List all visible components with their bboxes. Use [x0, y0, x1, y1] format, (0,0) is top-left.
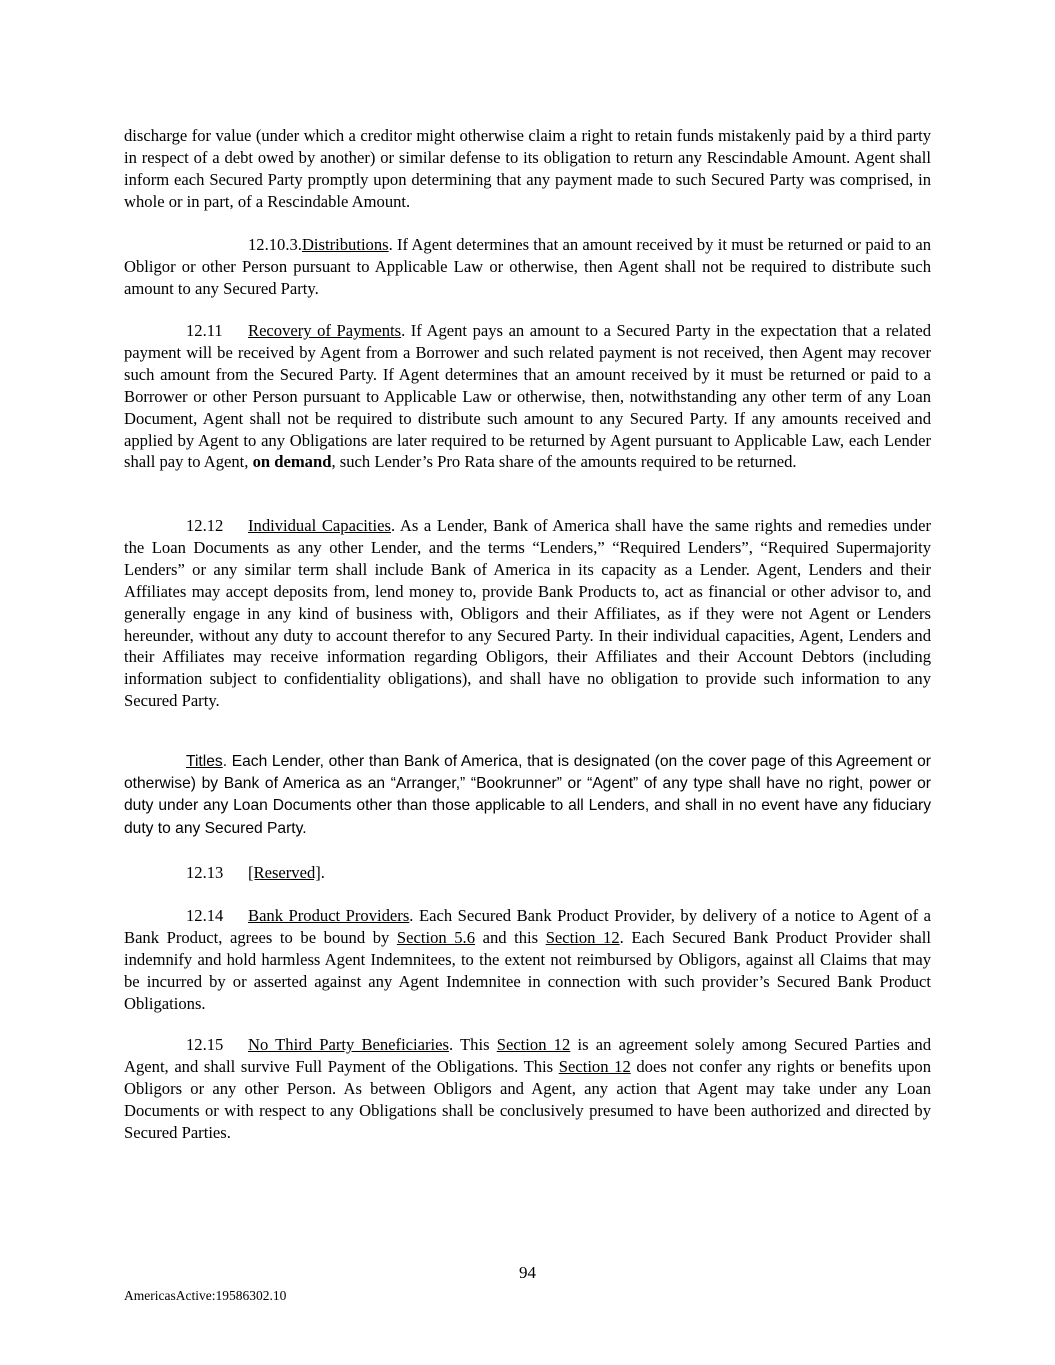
section-heading: Recovery of Payments: [248, 321, 402, 340]
section-12-15: [124, 1034, 931, 1144]
section-body: .: [320, 863, 325, 882]
section-12-12: [124, 515, 931, 712]
section-heading: Titles: [186, 753, 223, 770]
section-reference: Section 12: [545, 927, 620, 947]
section-heading: [Reserved]: [248, 863, 321, 882]
section-body-end: , such Lender’s Pro Rata share of the amounts required to be returned.: [331, 452, 797, 472]
section-12-14: [124, 905, 931, 1015]
section-body: . As a Lender, Bank of America shall have the same rights and remedies under the Loan Documents as any other Lender, and the terms “Lenders,” “Required Lenders”, “Required Supermajority Lenders” or any similar term shall include Bank of America in its capacity as a Lender. Agent, Lenders and their Affiliates may accept deposits from, lend money to, provide Bank Products to, act as financial or other advisor to, and generally engage in any kind of business with, Obligors and their Affiliates, as if they were not Agent or Lenders hereunder, without any duty to account therefor to any Secured Party. In their individual capacities, Agent, Lenders and their Affiliates may receive information regarding Obligors, their Affiliates and their Account Debtors (including information subject to confidentiality obligations), and shall have no obligation to provide such information to any Secured Party.: [124, 516, 932, 711]
section-12-11: [124, 320, 931, 473]
section-reference: Section 5.6: [396, 927, 475, 947]
section-heading: No Third Party Beneficiaries: [248, 1035, 449, 1054]
section-number: 12.12: [186, 516, 224, 535]
bold-term: on demand: [252, 452, 332, 472]
section-body: . This: [448, 1035, 497, 1054]
section-titles: [124, 751, 931, 840]
section-heading: Bank Product Providers: [248, 906, 410, 925]
paragraph-continued: [124, 125, 931, 213]
section-number: 12.14: [186, 906, 224, 925]
section-number: 12.11: [186, 321, 223, 340]
paragraph-text: discharge for value (under which a creditor might otherwise claim a right to retain funds mistakenly paid by a third party in respect of a debt owed by another) or similar defense to its obligation to return any Rescindable Amount. Agent shall inform each Secured Party promptly upon determining that any payment made to such Secured Party was comprised, in whole or in part, of a Rescindable Amount.: [124, 126, 931, 211]
page-number: 94: [519, 1263, 536, 1282]
section-body: and this: [475, 927, 546, 947]
section-number: 12.13: [186, 863, 224, 882]
section-reference: Section 12: [558, 1056, 631, 1076]
section-body: . If Agent pays an amount to a Secured Party in the expectation that a related payment will be received by Agent from a Borrower and such related payment is not received, then Agent may recover such amount from the Secured Party. If Agent determines that an amount received by it must be returned or paid to a Borrower or other Person pursuant to Applicable Law or otherwise, then, notwithstanding any other term of any Loan Document, Agent shall not be required to distribute such amount to any Secured Party. If any amounts received and applied by Agent to any Obligations are later required to be returned by Agent pursuant to Applicable Law, each Lender shall pay to Agent,: [124, 321, 931, 472]
section-number: 12.10.3.: [248, 235, 302, 254]
section-body: . If Agent determines that an amount received by it must be returned or paid to an Obligor or other Person pursuant to Applicable Law or otherwise, then Agent shall not be required to distribute such amount to any Secured Party.: [124, 235, 931, 298]
section-heading: Distributions: [301, 235, 389, 254]
section-body: . Each Secured Bank Product Provider, by delivery of a notice to Agent of a Bank Product, agrees to be bound by: [124, 906, 931, 947]
section-body: does not confer any rights or benefits upon Obligors or any other Person. As between Obligors and Agent, any action that Agent may take under any Loan Documents or with respect to any Obligations shall be conclusively presumed to have been authorized and directed by Secured Parties.: [124, 1056, 932, 1142]
section-heading: Individual Capacities: [248, 516, 391, 535]
section-body: is an agreement solely among Secured Parties and Agent, and shall survive Full Payment of the Obligations. This: [124, 1035, 931, 1076]
section-reference: Section 12: [496, 1035, 571, 1054]
section-body: . Each Lender, other than Bank of America, that is designated (on the cover page of this Agreement or otherwise) by Bank of America as an “Arranger,” “Bookrunner” or “Agent” of any type shall have no right, power or duty under any Loan Documents other than those applicable to all Lenders, and shall in no event have any fiduciary duty to any Secured Party.: [124, 753, 931, 837]
section-12-13: [124, 862, 931, 884]
section-12-10-3: [124, 234, 931, 300]
section-body: . Each Secured Bank Product Provider shall indemnify and hold harmless Agent Indemnitees, to the extent not reimbursed by Obligors, against all Claims that may be incurred by or asserted against any Agent Indemnitee in connection with such provider’s Secured Bank Product Obligations.: [124, 927, 932, 1013]
document-id: AmericasActive:19586302.10: [124, 1288, 287, 1303]
section-number: 12.15: [186, 1035, 224, 1054]
